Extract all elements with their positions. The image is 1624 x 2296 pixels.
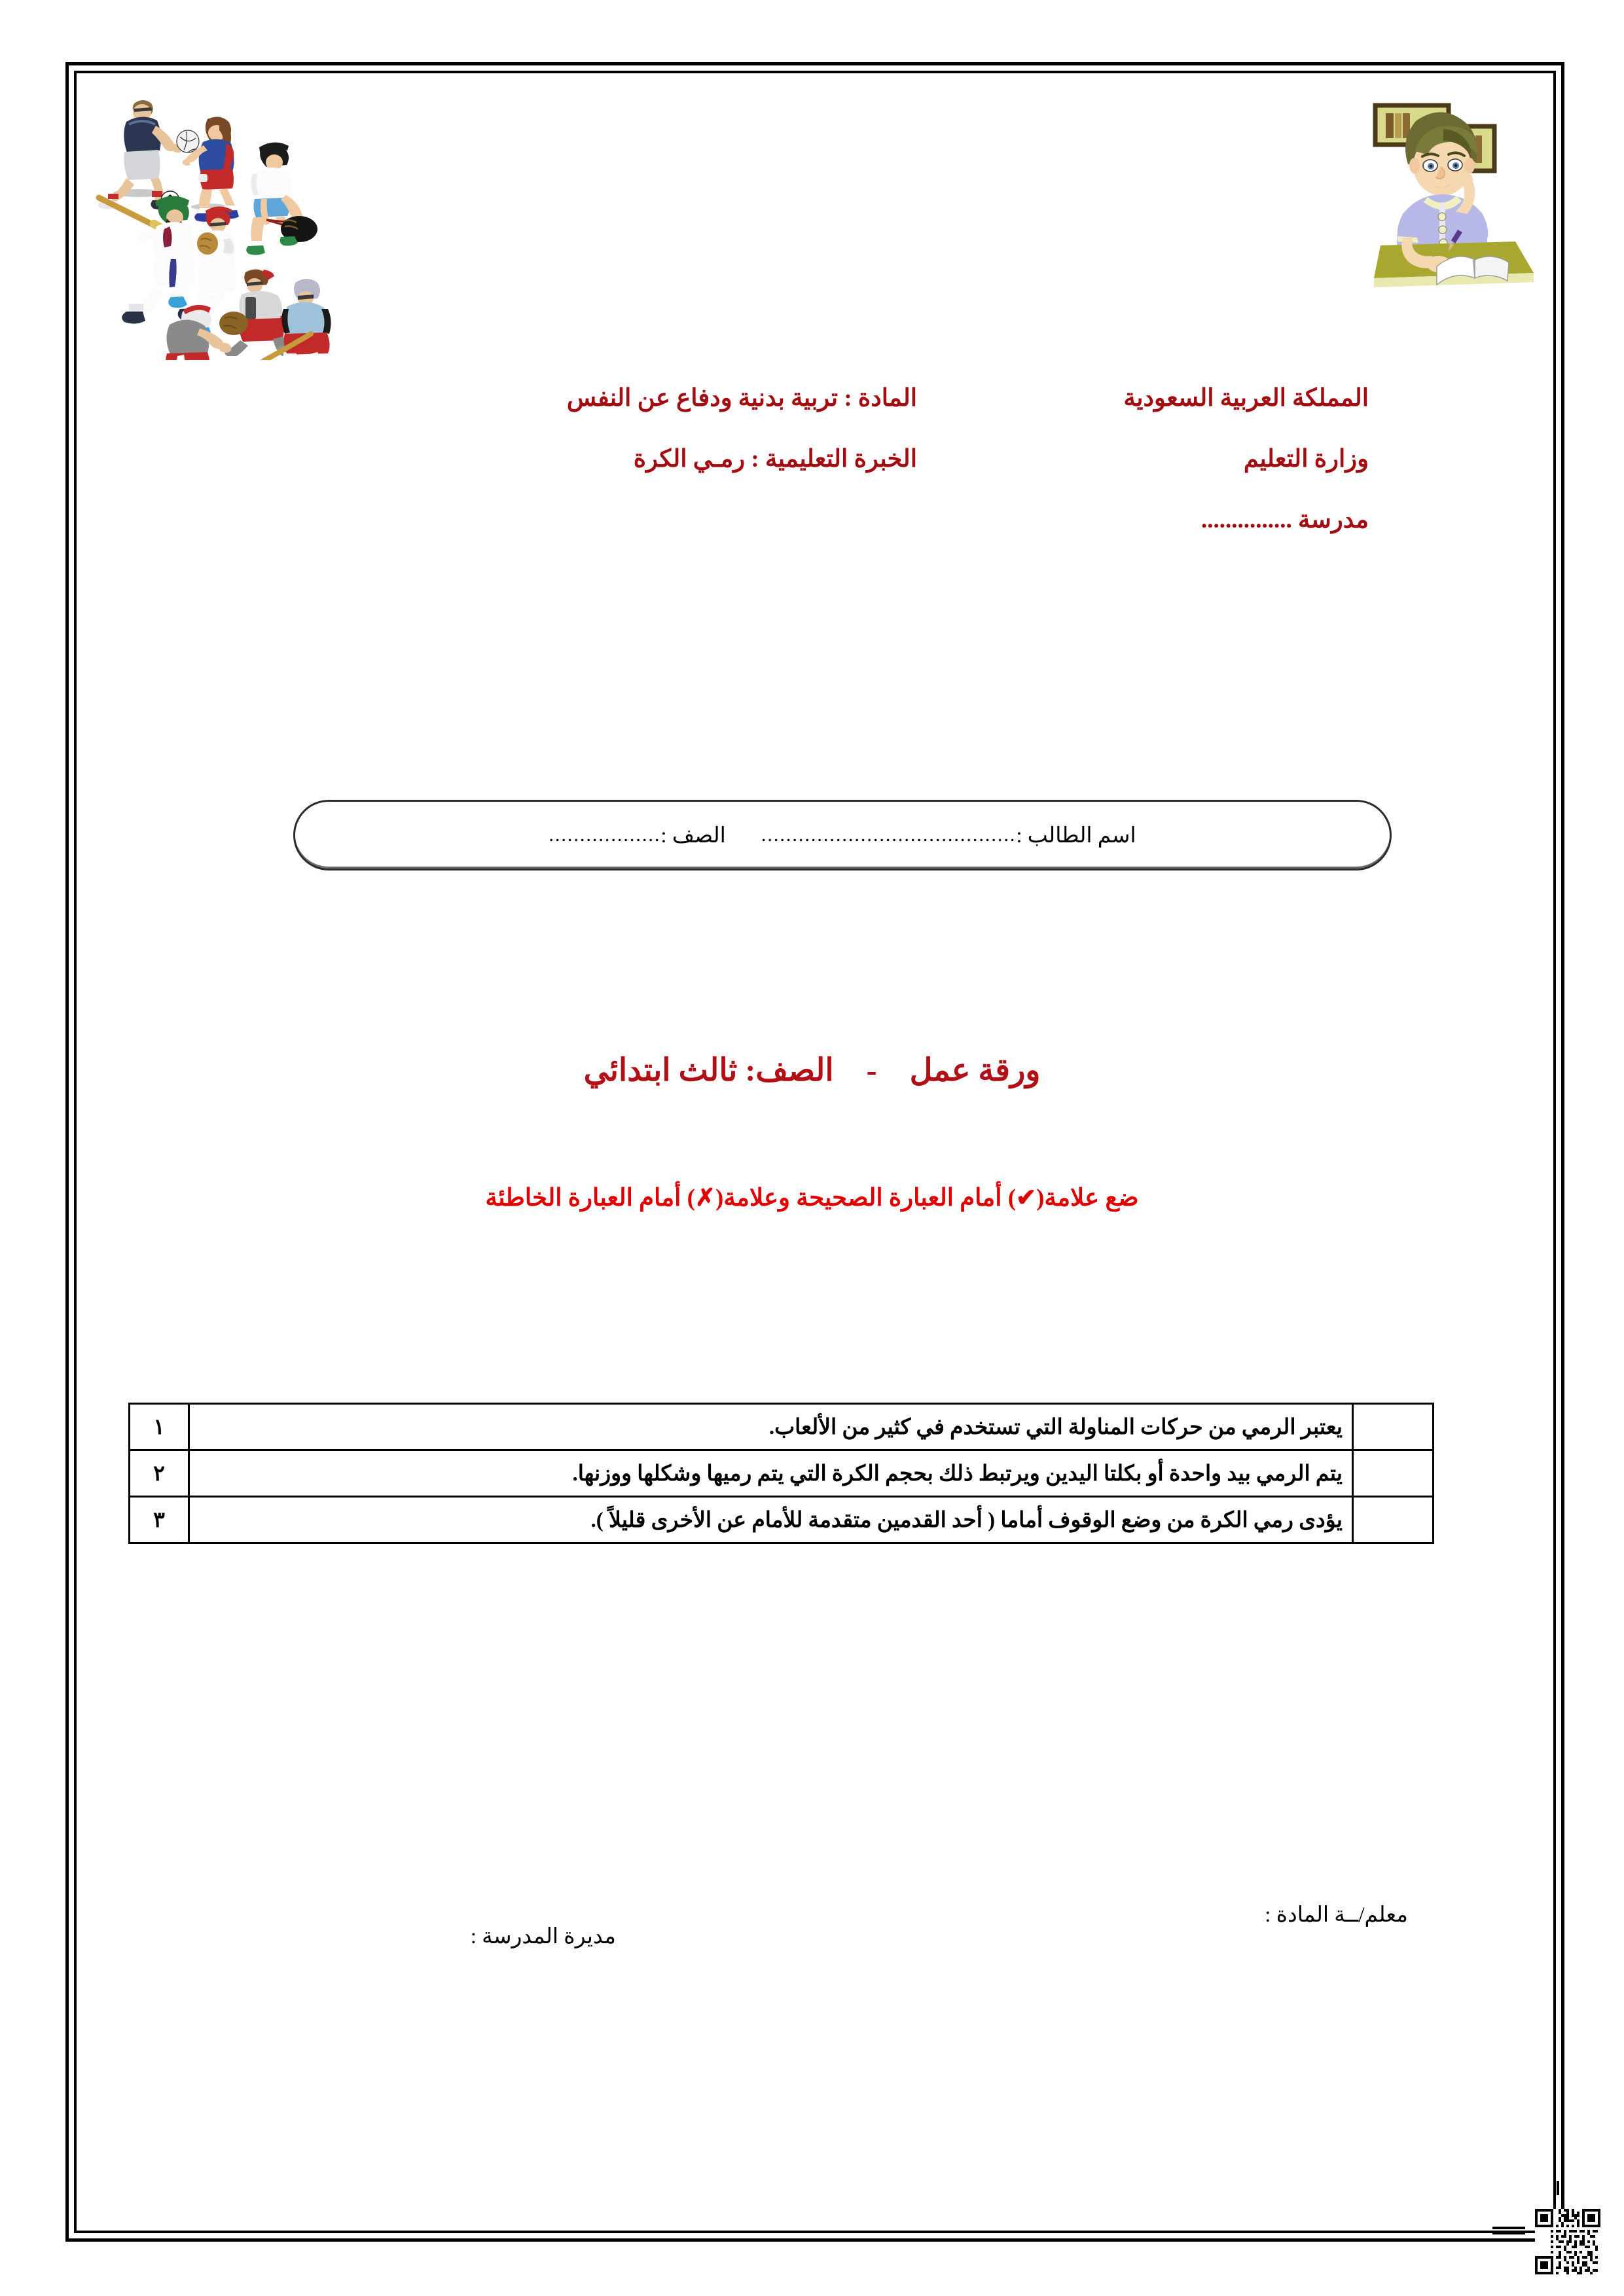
crop-mark-horizontal-1 — [1492, 2227, 1525, 2229]
principal-signature-label: مديرة المدرسة : — [470, 1925, 616, 1948]
student-info-box — [293, 800, 1392, 870]
row-number-cell: ٢ — [130, 1450, 189, 1497]
country-label: المملكة العربية السعودية — [1123, 385, 1369, 412]
questions-table-body — [130, 1404, 1434, 1543]
subject-label: المادة : تربية بدنية ودفاع عن النفس — [566, 385, 917, 412]
ministry-label: وزارة التعليم — [1243, 446, 1369, 473]
qr-code[interactable] — [1535, 2209, 1600, 2274]
answer-cell[interactable] — [1353, 1450, 1434, 1497]
questions-table-wrapper — [128, 1403, 1434, 1544]
row-number-cell: ٣ — [130, 1497, 189, 1543]
school-label: مدرسة — [1298, 507, 1369, 533]
crop-mark-vertical-2 — [1561, 2181, 1564, 2195]
experience-label: الخبرة التعليمية : رمـي الكرة — [633, 446, 917, 473]
statement-cell: يؤدى رمي الكرة من وضع الوقوف أماما ( أحد القدمين متقدمة للأمام عن الأخرى قليلاً ). — [189, 1497, 1353, 1543]
header-right-column — [1123, 386, 1369, 569]
statement-cell: يعتبر الرمي من حركات المناولة التي تستخدم في كثير من الألعاب. — [189, 1404, 1353, 1450]
grade-value: ثالث ابتدائي — [583, 1053, 738, 1088]
table-row[interactable] — [130, 1450, 1434, 1497]
student-class-field[interactable]: .................. — [549, 824, 661, 846]
student-name-field[interactable]: ......................................... — [761, 824, 1017, 846]
instruction-text: ضع علامة(✔) أمام العبارة الصحيحة وعلامة(✗) أمام العبارة الخاطئة — [485, 1185, 1139, 1211]
school-line — [1123, 508, 1369, 532]
crop-mark-horizontal-2 — [1492, 2232, 1525, 2234]
crop-mark-vertical-1 — [1557, 2181, 1559, 2195]
answer-cell[interactable] — [1353, 1404, 1434, 1450]
worksheet-label: ورقة عمل — [909, 1053, 1041, 1088]
grade-label: الصف: — [745, 1053, 834, 1088]
student-class-label: الصف : — [660, 824, 726, 848]
sports-collage-image — [88, 79, 350, 360]
school-dots[interactable]: ............... — [1201, 507, 1292, 533]
title-dash: - — [866, 1053, 877, 1088]
table-row[interactable] — [130, 1497, 1434, 1543]
teacher-signature-label: معلم/ــة المادة : — [1265, 1903, 1408, 1927]
questions-table — [128, 1403, 1434, 1544]
statement-cell: يتم الرمي بيد واحدة أو بكلتا اليدين ويرتبط ذلك بحجم الكرة التي يتم رميها وشكلها ووزنها. — [189, 1450, 1353, 1497]
student-info-row — [295, 802, 1390, 869]
answer-cell[interactable] — [1353, 1497, 1434, 1543]
page-title — [0, 1052, 1624, 1088]
row-number-cell: ١ — [130, 1404, 189, 1450]
studying-boy-image — [1345, 88, 1542, 304]
student-name-label: اسم الطالب : — [1016, 824, 1136, 848]
table-row[interactable] — [130, 1404, 1434, 1450]
header-left-column — [567, 386, 917, 508]
